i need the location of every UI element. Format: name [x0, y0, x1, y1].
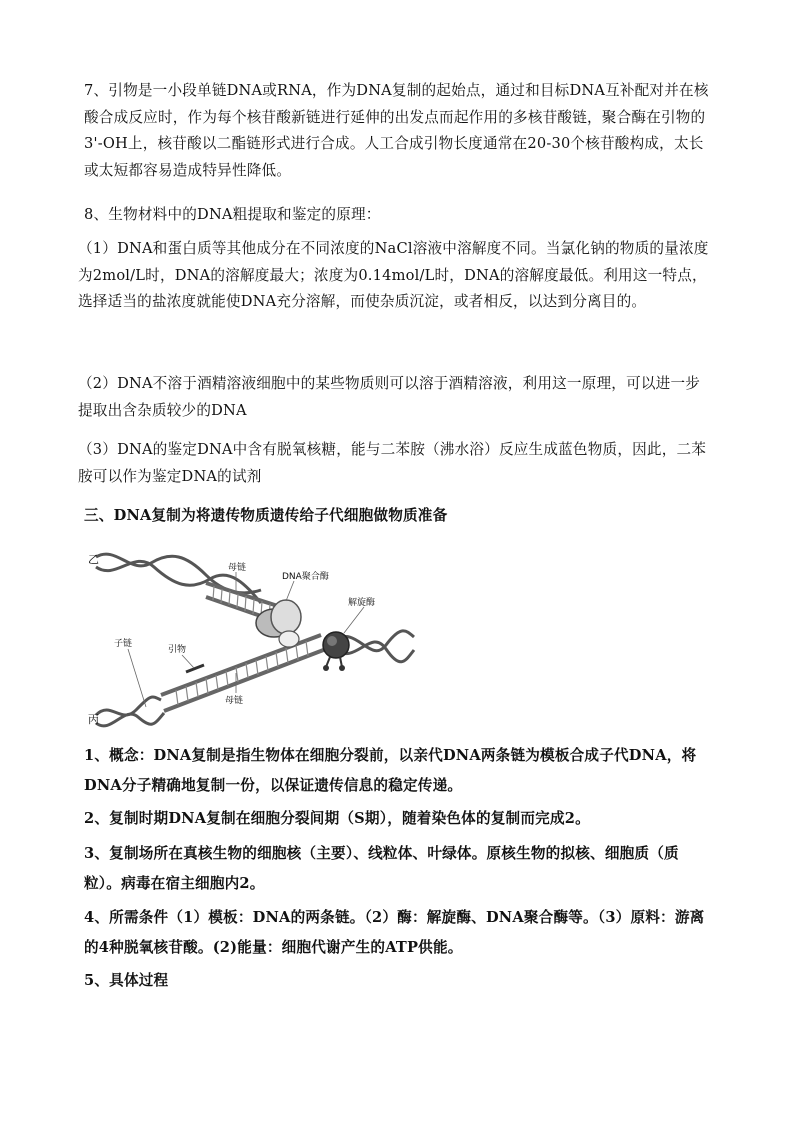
paragraph-replication-place: 3、复制场所在真核生物的细胞核（主要）、线粒体、叶绿体。原核生物的拟核、细胞质（质粒）。病毒在宿主细胞内2。	[84, 845, 679, 892]
helicase-shape	[323, 632, 349, 671]
dna-polymerase-shape	[256, 600, 301, 647]
dna-replication-figure	[86, 545, 416, 730]
paragraph-conditions: 4、所需条件（1）模板：DNA的两条链。（2）酶：解旋酶、DNA聚合酶等。（3）原料：游离的4种脱氧核苷酸。(2)能量：细胞代谢产生的ATP供能。	[84, 909, 705, 956]
label-primer: 引物	[168, 645, 187, 655]
label-daughter-strand: 子链	[114, 639, 133, 649]
label-helicase: 解旋酶	[348, 598, 376, 608]
paragraph-process-heading: 5、具体过程	[84, 972, 169, 989]
label-dna-polymerase: DNA聚合酶	[282, 572, 329, 582]
label-parent-strand-bottom: 母链	[225, 696, 244, 706]
label-parent-strand-top: 母链	[228, 563, 247, 573]
label-bing: 丙	[88, 713, 99, 726]
paragraph-identification: （3）DNA的鉴定DNA中含有脱氧核糖，能与二苯胺（沸水浴）反应生成蓝色物质，因此，二苯胺可以作为鉴定DNA的试剂	[78, 441, 707, 485]
label-yi: 乙	[88, 553, 99, 566]
paragraph-alcohol-principle: （2）DNA不溶于酒精溶液细胞中的某些物质则可以溶于酒精溶液，利用这一原理，可以进一步提取出含杂质较少的DNA	[78, 375, 701, 419]
paragraph-dna-extraction-title: 8、生物材料中的DNA粗提取和鉴定的原理：	[84, 206, 381, 223]
paragraph-primer: 7、引物是一小段单链DNA或RNA，作为DNA复制的起始点，通过和目标DNA互补配对并在核酸合成反应时，作为每个核苷酸新链进行延伸的出发点而起作用的多核苷酸链，聚合酶在引物的3'-OH上，核苷酸以二酯链形式进行合成。人工合成引物长度通常在20-30个核苷酸构成，太长或太短都容易造成特异性降低。	[84, 82, 709, 179]
paragraph-replication-time: 2、复制时期DNA复制在细胞分裂间期（S期），随着染色体的复制而完成2。	[84, 810, 590, 827]
paragraph-concept: 1、概念：DNA复制是指生物体在细胞分裂前，以亲代DNA两条链为模板合成子代DNA，将DNA分子精确地复制一份，以保证遗传信息的稳定传递。	[84, 747, 697, 794]
upper-helix	[96, 554, 281, 623]
paragraph-nacl-principle: （1）DNA和蛋白质等其他成分在不同浓度的NaCl溶液中溶解度不同。当氯化钠的物质的量浓度为2mol/L时，DNA的溶解度最大；浓度为0.14mol/L时，DNA的溶解度最低。利用这一特点，选择适当的盐浓度就能使DNA充分溶解，而使杂质沉淀，或者相反，以达到分离目的。	[78, 240, 709, 310]
section-heading-dna-replication: 三、DNA复制为将遗传物质遗传给子代细胞做物质准备	[84, 507, 448, 524]
